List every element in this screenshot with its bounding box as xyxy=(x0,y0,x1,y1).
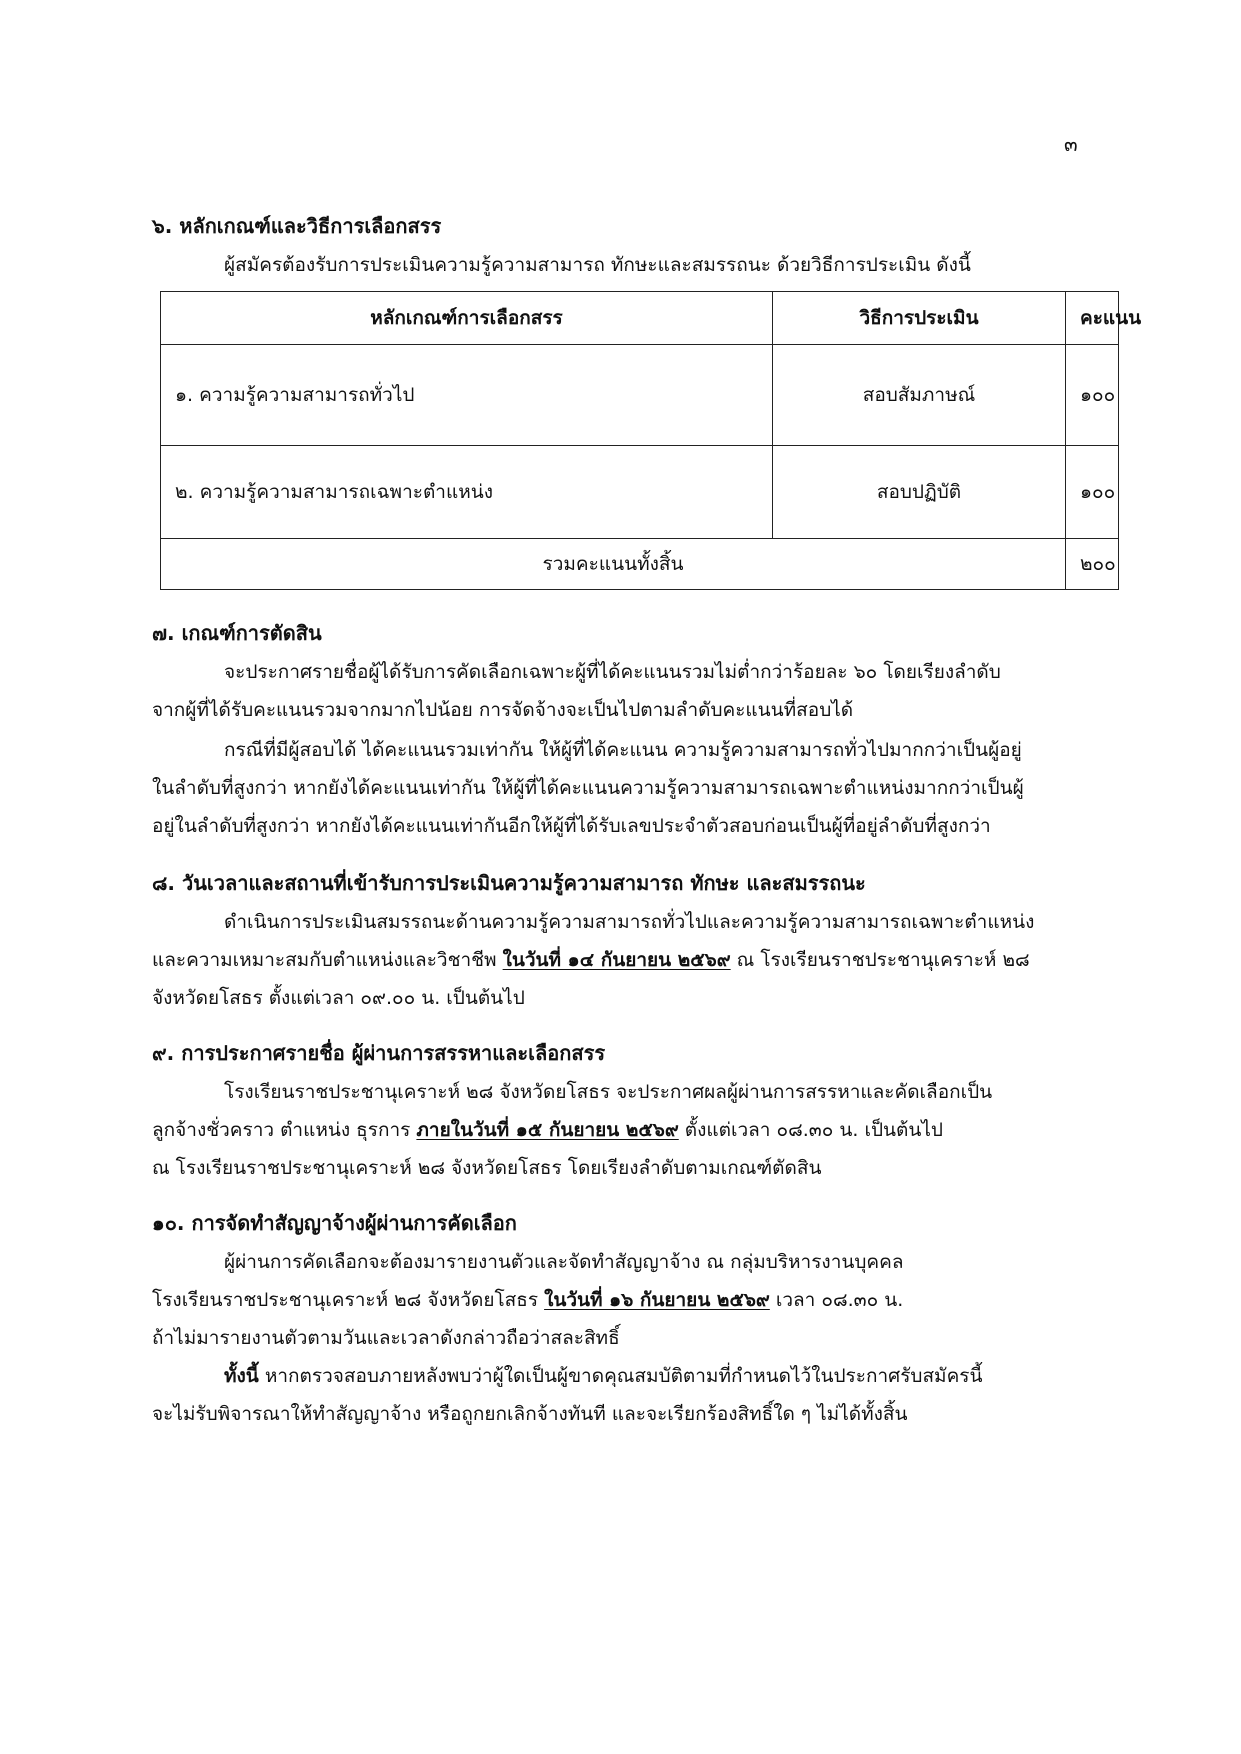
selection-criteria-table xyxy=(160,291,1142,590)
section-7-line: ในลำดับที่สูงกว่า หากยังได้คะแนนเท่ากัน ให้ผู้ที่ได้คะแนนความรู้ความสามารถเฉพาะตำแหน่งมากกว่าเป็นผู้ xyxy=(152,777,1024,799)
section-9-text: ลูกจ้างชั่วคราว ตำแหน่ง ธุรการ xyxy=(152,1119,417,1141)
section-8-title: ๘. วันเวลาและสถานที่เข้ารับการประเมินความรู้ความสามารถ ทักษะ และสมรรถนะ xyxy=(152,871,866,895)
section-9-text: ตั้งแต่เวลา ๐๘.๓๐ น. เป็นต้นไป xyxy=(678,1119,943,1141)
table-header: หลักเกณฑ์การเลือกสรร xyxy=(161,292,773,345)
section-9-title: ๙. การประกาศรายชื่อ ผู้ผ่านการสรรหาและเลือกสรร xyxy=(152,1041,606,1065)
table-cell: ๑๐๐ xyxy=(1066,345,1119,446)
announcement-date: ภายในวันที่ ๑๕ กันยายน ๒๕๖๙ xyxy=(416,1119,679,1141)
section-8-line: ดำเนินการประเมินสมรรถนะด้านความรู้ความสามารถทั่วไปและความรู้ความสามารถเฉพาะตำแหน่ง xyxy=(224,911,1035,933)
section-7-line: กรณีที่มีผู้สอบได้ ได้คะแนนรวมเท่ากัน ให้ผู้ที่ได้คะแนน ความรู้ความสามารถทั่วไปมากกว่าเป็นผู้อยู่ xyxy=(224,739,1022,761)
section-8-text: และความเหมาะสมกับตำแหน่งและวิชาชีพ xyxy=(152,949,503,971)
section-10-text: โรงเรียนราชประชานุเคราะห์ ๒๘ จังหวัดยโสธร xyxy=(152,1289,545,1311)
page-number: ๓ xyxy=(1064,132,1078,156)
table-header: วิธีการประเมิน xyxy=(773,292,1066,345)
table-cell: สอบปฏิบัติ xyxy=(773,446,1066,539)
section-9-line xyxy=(152,1115,943,1145)
table-cell: ๒. ความรู้ความสามารถเฉพาะตำแหน่ง xyxy=(161,446,773,539)
section-7-line: จะประกาศรายชื่อผู้ได้รับการคัดเลือกเฉพาะผู้ที่ได้คะแนนรวมไม่ต่ำกว่าร้อยละ ๖๐ โดยเรียงลำดับ xyxy=(224,661,1001,683)
table-total-row xyxy=(161,539,1119,590)
section-8-line: จังหวัดยโสธร ตั้งแต่เวลา ๐๙.๐๐ น. เป็นต้นไป xyxy=(152,987,525,1009)
section-10-line: ถ้าไม่มารายงานตัวตามวันและเวลาดังกล่าวถือว่าสละสิทธิ์ xyxy=(152,1327,620,1349)
section-10-text: เวลา ๐๘.๓๐ น. xyxy=(769,1289,904,1311)
table-cell: ๑. ความรู้ความสามารถทั่วไป xyxy=(161,345,773,446)
table-cell: ๑๐๐ xyxy=(1066,446,1119,539)
section-6-intro: ผู้สมัครต้องรับการประเมินความรู้ความสามารถ ทักษะและสมรรถนะ ด้วยวิธีการประเมิน ดังนี้ xyxy=(224,254,971,276)
section-10-line: ผู้ผ่านการคัดเลือกจะต้องมารายงานตัวและจัดทำสัญญาจ้าง ณ กลุ่มบริหารงานบุคคล xyxy=(224,1251,904,1273)
section-10-line xyxy=(224,1361,983,1391)
section-7-title: ๗. เกณฑ์การตัดสิน xyxy=(152,621,322,645)
section-6-title: ๖. หลักเกณฑ์และวิธีการเลือกสรร xyxy=(152,214,442,238)
total-label: รวมคะแนนทั้งสิ้น xyxy=(161,539,1066,590)
table-row xyxy=(161,446,1119,539)
section-9-line: โรงเรียนราชประชานุเคราะห์ ๒๘ จังหวัดยโสธร จะประกาศผลผู้ผ่านการสรรหาและคัดเลือกเป็น xyxy=(224,1081,993,1103)
table-header: คะแนน xyxy=(1066,292,1119,345)
section-8-line xyxy=(152,945,1030,975)
assessment-date: ในวันที่ ๑๔ กันยายน ๒๕๖๙ xyxy=(502,949,731,971)
contract-date: ในวันที่ ๑๖ กันยายน ๒๕๖๙ xyxy=(544,1289,770,1311)
section-7-line: อยู่ในลำดับที่สูงกว่า หากยังได้คะแนนเท่ากันอีกให้ผู้ที่ได้รับเลขประจำตัวสอบก่อนเป็นผู้ที่อยู่ลำดับที่สูงกว่า xyxy=(152,815,991,837)
table-header-row xyxy=(161,292,1119,345)
section-10-text: หากตรวจสอบภายหลังพบว่าผู้ใดเป็นผู้ขาดคุณสมบัติตามที่กำหนดไว้ในประกาศรับสมัครนี้ xyxy=(258,1365,983,1387)
table-row xyxy=(161,345,1119,446)
note-label: ทั้งนี้ xyxy=(224,1365,259,1387)
total-value: ๒๐๐ xyxy=(1066,539,1119,590)
section-10-line xyxy=(152,1285,903,1315)
section-9-line: ณ โรงเรียนราชประชานุเคราะห์ ๒๘ จังหวัดยโสธร โดยเรียงลำดับตามเกณฑ์ตัดสิน xyxy=(152,1157,822,1179)
section-10-title: ๑๐. การจัดทำสัญญาจ้างผู้ผ่านการคัดเลือก xyxy=(152,1211,517,1235)
section-7-line: จากผู้ที่ได้รับคะแนนรวมจากมากไปน้อย การจัดจ้างจะเป็นไปตามลำดับคะแนนที่สอบได้ xyxy=(152,699,854,721)
section-8-text: ณ โรงเรียนราชประชานุเคราะห์ ๒๘ xyxy=(730,949,1030,971)
table-cell: สอบสัมภาษณ์ xyxy=(773,345,1066,446)
section-10-line: จะไม่รับพิจารณาให้ทำสัญญาจ้าง หรือถูกยกเลิกจ้างทันที และจะเรียกร้องสิทธิ์ใด ๆ ไม่ได้ทั้งสิ้น xyxy=(152,1403,908,1425)
